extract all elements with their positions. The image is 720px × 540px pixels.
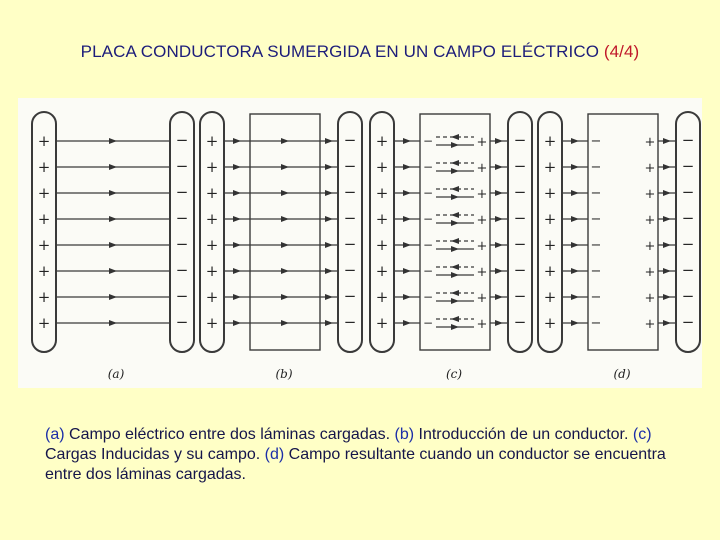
caption-label-b: (b) bbox=[394, 426, 415, 443]
field-arrow bbox=[451, 324, 459, 330]
caption-label-a: (a) bbox=[45, 426, 65, 443]
field-arrow bbox=[451, 246, 459, 252]
induced-plus: + bbox=[644, 135, 656, 150]
field-arrow bbox=[233, 216, 241, 222]
caption-text-a: Campo eléctrico entre dos láminas cargadas. bbox=[64, 426, 395, 443]
field-arrow bbox=[495, 138, 503, 144]
caption-label-c: (c) bbox=[632, 426, 652, 443]
field-arrow bbox=[281, 268, 289, 274]
field-arrow bbox=[325, 268, 333, 274]
field-arrow bbox=[451, 212, 459, 218]
field-arrow bbox=[233, 268, 241, 274]
induced-minus: − bbox=[590, 316, 602, 331]
minus-charge: − bbox=[343, 157, 357, 175]
field-arrow bbox=[451, 316, 459, 322]
field-arrow bbox=[451, 220, 459, 226]
field-arrow bbox=[571, 164, 579, 170]
plus-charge: + bbox=[375, 132, 389, 150]
induced-plus: + bbox=[476, 213, 488, 228]
induced-plus: + bbox=[644, 291, 656, 306]
field-arrow bbox=[281, 294, 289, 300]
induced-minus: − bbox=[590, 186, 602, 201]
field-arrow bbox=[281, 190, 289, 196]
caption-label-d: (d) bbox=[264, 446, 285, 463]
plus-charge: + bbox=[543, 210, 557, 228]
minus-charge: − bbox=[681, 183, 695, 201]
minus-charge: − bbox=[513, 261, 527, 279]
field-arrow bbox=[495, 242, 503, 248]
field-arrow bbox=[403, 320, 411, 326]
plus-charge: + bbox=[37, 158, 51, 176]
induced-plus: + bbox=[476, 317, 488, 332]
field-arrow bbox=[451, 160, 459, 166]
plus-charge: + bbox=[37, 314, 51, 332]
plus-charge: + bbox=[375, 236, 389, 254]
title-part: (4/4) bbox=[603, 42, 640, 61]
minus-charge: − bbox=[513, 131, 527, 149]
field-arrow bbox=[403, 216, 411, 222]
field-arrow bbox=[663, 190, 671, 196]
minus-charge: − bbox=[343, 209, 357, 227]
field-arrow bbox=[109, 138, 117, 144]
field-arrow bbox=[663, 216, 671, 222]
field-arrow bbox=[233, 138, 241, 144]
plus-charge: + bbox=[375, 210, 389, 228]
minus-charge: − bbox=[513, 287, 527, 305]
field-arrow bbox=[325, 190, 333, 196]
induced-minus: − bbox=[590, 212, 602, 227]
field-arrow bbox=[451, 142, 459, 148]
field-arrow bbox=[281, 164, 289, 170]
minus-charge: − bbox=[343, 235, 357, 253]
induced-minus: − bbox=[590, 134, 602, 149]
plus-charge: + bbox=[543, 314, 557, 332]
field-arrow bbox=[571, 242, 579, 248]
induced-minus: − bbox=[590, 290, 602, 305]
induced-minus: − bbox=[590, 264, 602, 279]
plus-charge: + bbox=[37, 236, 51, 254]
field-arrow bbox=[281, 320, 289, 326]
field-arrow bbox=[403, 242, 411, 248]
induced-minus: − bbox=[590, 238, 602, 253]
induced-plus: + bbox=[644, 187, 656, 202]
title-main: PLACA CONDUCTORA SUMERGIDA EN UN CAMPO ELÉCTRICO bbox=[80, 42, 600, 61]
panel-label: (b) bbox=[275, 367, 293, 381]
field-arrow bbox=[109, 216, 117, 222]
field-arrow bbox=[281, 138, 289, 144]
field-arrow bbox=[109, 294, 117, 300]
induced-minus: − bbox=[422, 316, 434, 330]
panel-a bbox=[32, 112, 194, 381]
field-arrow bbox=[571, 138, 579, 144]
induced-minus: − bbox=[422, 290, 434, 304]
induced-minus: − bbox=[422, 186, 434, 200]
plus-charge: + bbox=[543, 236, 557, 254]
induced-plus: + bbox=[476, 239, 488, 254]
field-arrow bbox=[663, 164, 671, 170]
caption-text-d: Campo resultante cuando un conductor se encuentra entre dos láminas cargadas. bbox=[45, 446, 666, 483]
field-arrow bbox=[403, 294, 411, 300]
induced-plus: + bbox=[476, 265, 488, 280]
induced-plus: + bbox=[644, 317, 656, 332]
panel-d bbox=[538, 112, 700, 381]
plus-charge: + bbox=[205, 262, 219, 280]
plus-charge: + bbox=[543, 262, 557, 280]
plus-charge: + bbox=[37, 262, 51, 280]
field-arrow bbox=[571, 190, 579, 196]
field-arrow bbox=[109, 242, 117, 248]
field-arrow bbox=[571, 268, 579, 274]
field-arrow bbox=[571, 294, 579, 300]
field-arrow bbox=[325, 138, 333, 144]
minus-charge: − bbox=[175, 287, 189, 305]
field-arrow bbox=[325, 164, 333, 170]
field-arrow bbox=[325, 294, 333, 300]
plus-charge: + bbox=[375, 184, 389, 202]
minus-charge: − bbox=[681, 313, 695, 331]
field-arrow bbox=[451, 290, 459, 296]
field-arrow bbox=[663, 320, 671, 326]
plus-charge: + bbox=[205, 236, 219, 254]
panel-c bbox=[370, 112, 532, 381]
minus-charge: − bbox=[681, 235, 695, 253]
induced-plus: + bbox=[644, 213, 656, 228]
field-arrow bbox=[495, 164, 503, 170]
minus-charge: − bbox=[343, 261, 357, 279]
plus-charge: + bbox=[37, 210, 51, 228]
field-arrow bbox=[451, 194, 459, 200]
field-arrow bbox=[233, 164, 241, 170]
plus-charge: + bbox=[205, 210, 219, 228]
field-arrow bbox=[495, 320, 503, 326]
induced-plus: + bbox=[476, 291, 488, 306]
minus-charge: − bbox=[343, 287, 357, 305]
field-arrow bbox=[109, 320, 117, 326]
minus-charge: − bbox=[681, 131, 695, 149]
minus-charge: − bbox=[343, 131, 357, 149]
induced-minus: − bbox=[422, 160, 434, 174]
minus-charge: − bbox=[513, 157, 527, 175]
induced-plus: + bbox=[476, 161, 488, 176]
minus-charge: − bbox=[513, 209, 527, 227]
minus-charge: − bbox=[681, 157, 695, 175]
conductor-field-figure bbox=[18, 98, 702, 388]
field-arrow bbox=[325, 242, 333, 248]
minus-charge: − bbox=[343, 313, 357, 331]
panel-label: (d) bbox=[613, 367, 631, 381]
minus-charge: − bbox=[175, 131, 189, 149]
minus-charge: − bbox=[175, 261, 189, 279]
minus-charge: − bbox=[513, 313, 527, 331]
field-arrow bbox=[233, 294, 241, 300]
induced-plus: + bbox=[476, 187, 488, 202]
induced-minus: − bbox=[422, 264, 434, 278]
induced-minus: − bbox=[422, 238, 434, 252]
caption-text-c: Cargas Inducidas y su campo. bbox=[45, 446, 265, 463]
field-arrow bbox=[571, 320, 579, 326]
field-arrow bbox=[451, 272, 459, 278]
caption-text-b: Introducción de un conductor. bbox=[414, 426, 633, 443]
plus-charge: + bbox=[375, 288, 389, 306]
plus-charge: + bbox=[205, 158, 219, 176]
plus-charge: + bbox=[375, 314, 389, 332]
panel-b bbox=[200, 112, 362, 381]
field-arrow bbox=[663, 294, 671, 300]
plus-charge: + bbox=[205, 184, 219, 202]
field-arrow bbox=[451, 264, 459, 270]
field-arrow bbox=[109, 190, 117, 196]
field-arrow bbox=[495, 190, 503, 196]
field-diagram bbox=[18, 98, 702, 388]
minus-charge: − bbox=[513, 235, 527, 253]
field-arrow bbox=[109, 268, 117, 274]
panel-label: (a) bbox=[107, 367, 125, 381]
plus-charge: + bbox=[205, 132, 219, 150]
induced-plus: + bbox=[644, 265, 656, 280]
field-arrow bbox=[451, 186, 459, 192]
minus-charge: − bbox=[681, 287, 695, 305]
plus-charge: + bbox=[205, 288, 219, 306]
field-arrow bbox=[451, 134, 459, 140]
plus-charge: + bbox=[543, 158, 557, 176]
field-arrow bbox=[325, 216, 333, 222]
conductor-block bbox=[250, 114, 320, 350]
field-arrow bbox=[663, 138, 671, 144]
induced-minus: − bbox=[590, 160, 602, 175]
induced-minus: − bbox=[422, 134, 434, 148]
field-arrow bbox=[495, 294, 503, 300]
plus-charge: + bbox=[37, 184, 51, 202]
field-arrow bbox=[403, 190, 411, 196]
field-arrow bbox=[495, 268, 503, 274]
field-arrow bbox=[495, 216, 503, 222]
induced-minus: − bbox=[422, 212, 434, 226]
induced-plus: + bbox=[644, 239, 656, 254]
field-arrow bbox=[451, 298, 459, 304]
figure-caption bbox=[45, 425, 705, 485]
field-arrow bbox=[233, 242, 241, 248]
field-arrow bbox=[663, 268, 671, 274]
minus-charge: − bbox=[343, 183, 357, 201]
field-arrow bbox=[451, 168, 459, 174]
induced-plus: + bbox=[476, 135, 488, 150]
plus-charge: + bbox=[543, 288, 557, 306]
minus-charge: − bbox=[175, 313, 189, 331]
plus-charge: + bbox=[543, 184, 557, 202]
field-arrow bbox=[663, 242, 671, 248]
plus-charge: + bbox=[543, 132, 557, 150]
plus-charge: + bbox=[205, 314, 219, 332]
plus-charge: + bbox=[37, 132, 51, 150]
induced-plus: + bbox=[644, 161, 656, 176]
minus-charge: − bbox=[175, 209, 189, 227]
field-arrow bbox=[325, 320, 333, 326]
plus-charge: + bbox=[375, 262, 389, 280]
field-arrow bbox=[451, 238, 459, 244]
field-arrow bbox=[281, 216, 289, 222]
field-arrow bbox=[109, 164, 117, 170]
panel-label: (c) bbox=[445, 367, 463, 381]
minus-charge: − bbox=[175, 183, 189, 201]
field-arrow bbox=[403, 164, 411, 170]
minus-charge: − bbox=[681, 261, 695, 279]
field-arrow bbox=[571, 216, 579, 222]
slide-title bbox=[0, 42, 720, 62]
field-arrow bbox=[233, 320, 241, 326]
plus-charge: + bbox=[375, 158, 389, 176]
minus-charge: − bbox=[681, 209, 695, 227]
minus-charge: − bbox=[513, 183, 527, 201]
field-arrow bbox=[281, 242, 289, 248]
minus-charge: − bbox=[175, 157, 189, 175]
minus-charge: − bbox=[175, 235, 189, 253]
field-arrow bbox=[403, 138, 411, 144]
field-arrow bbox=[403, 268, 411, 274]
plus-charge: + bbox=[37, 288, 51, 306]
field-arrow bbox=[233, 190, 241, 196]
